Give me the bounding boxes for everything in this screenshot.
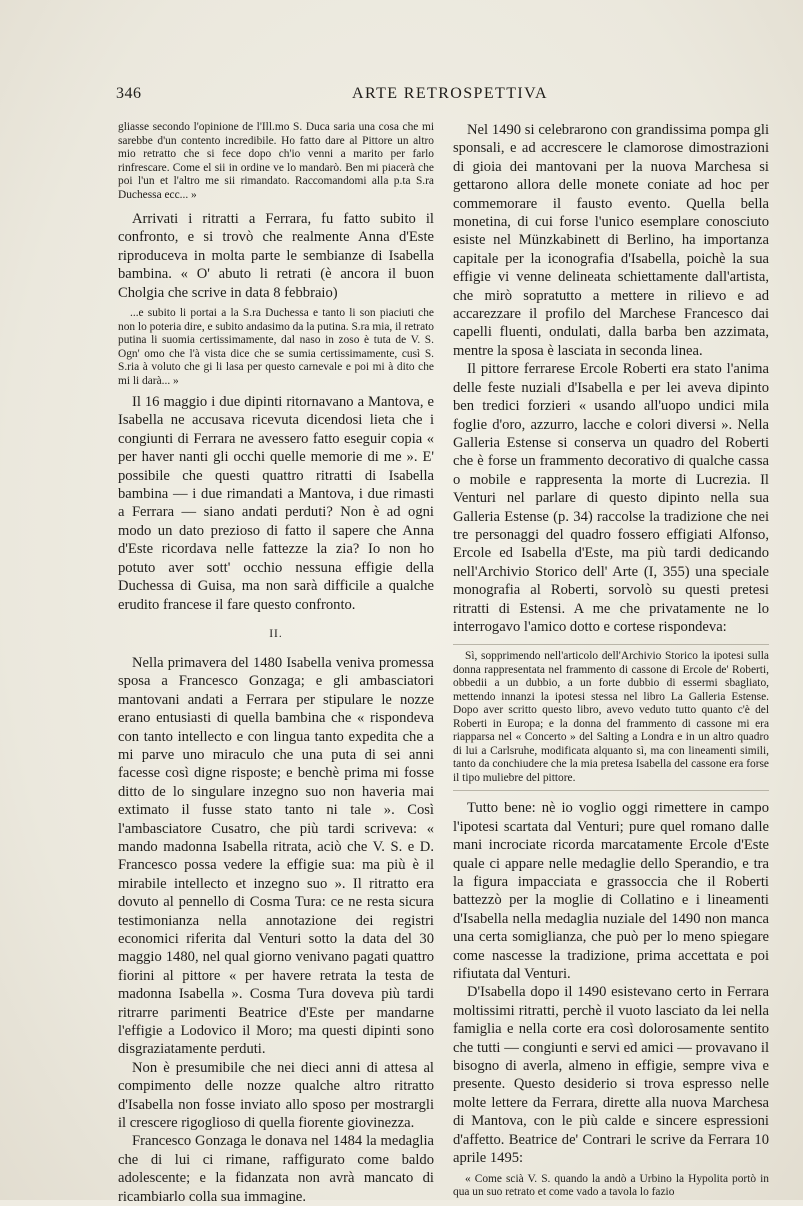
paragraph: Francesco Gonzaga le donava nel 1484 la medaglia che di lui ci rimane, raffigurato come baldo adolescente; e la fidanzata non avrà mancato di ricambiarlo colla sua immagine. (118, 1133, 434, 1205)
page-number: 346 (116, 85, 142, 102)
quote-block: ...e subito li portai a la S.ra Duchessa e tanto li son piaciuti che non lo poteria dire, e subito andasimo da la putina. S.ra mia, il retrato putina li suomia certissimamente, dal naso in zoso è tuta de V. S. Ogn' omo che l'à vista dice che se sumia certissimamente, cusì S. S.ria à voluto che gi li lasa per questo carnevale e poi mi à dito che mi li darà... » (118, 307, 435, 387)
running-title: ARTE RETROSPETTIVA (352, 85, 548, 102)
paragraph: Nella primavera del 1480 Isabella veniva promessa sposa a Francesco Gonzaga; e gli ambasciatori mantovani andati a Ferrara per stipulare le nozze erano entusiasti di quella bambina che « rispondeva con tanto intellecto e con lingua tanto expedita che a mi parve uno miraculo che una puta di sei anni facesse così digne risposte; e benchè prima mi fosse ditto de lo singulare inzegno suo non haveria mai extimato il fusse stato tanto ni tale ». Così l'ambasciatore Cusatro, che più tardi scriveva: « mando madonna Isabella ritrata, aciò che V. S. e D. Francesco possa vedere la effigie sua: ma più è il mirabile intellecto et inzegno suo ». Il ritratto era dovuto al pennello di Cosma Tura: ce ne resta sicura testimonianza nella annotazione dei registri economici riferita dal Venturi sotto la data del 30 maggio 1480, nel qual giorno venivano pagati quattro fiorini al pittore « per havere retrata la testa de madonna Isabella ». Cosma Tura doveva più tardi ritrarre parimenti Beatrice d'Este per mandarne l'effigie a Lodovico il Moro; ma questi dipinti sono disgraziatamente perduti. (118, 654, 434, 1058)
quote-top: gliasse secondo l'opinione de l'Ill.mo S. Duca saria una cosa che mi sarebbe d'un contento incredibile. Ho fatto dare al Pittore un altro mio retratto che si fece dopo ch'io venni a marito per farlo rinfrescare. Come el sii in ordine ve lo mandarò. Ben mi piacerà che poi l'un et l'altro me sii rimandato. Raccomandomi alla p.ta S.ra Duchessa ecc... » (118, 121, 434, 201)
paragraph: Arrivati i ritratti a Ferrara, fu fatto subito il confronto, e si trovò che realmente Anna d'Este riproduceva in molta parte le sembianze di Isabella bambina. « O' abuto li retrati (è ancora il buon Cholgia che scrive in data 8 febbraio) (118, 211, 434, 301)
paragraph: Non è presumibile che nei dieci anni di attesa al compimento delle nozze qualche altro ritratto d'Isabella non fosse inviato allo sposo per mostrargli il crescere rigoglioso di quella fiorente giovinezza. (118, 1059, 434, 1132)
left-column (118, 121, 434, 1206)
paragraph: Il pittore ferrarese Ercole Roberti era stato l'anima delle feste nuziali d'Isabella e per lei aveva dipinto ben tredici forzieri « usando all'uopo undici mila foglie d'oro, azzurro, lacche e colori diversi ». Nella Galleria Estense si conserva un quadro del Roberti che è forse un frammento decorativo di qualche cassa o mobile e rappresenta la morte di Lucrezia. Il Venturi nel parlare di questo dipinto nella sua Galleria Estense (p. 34) raccolse la tradizione che nei tre personaggi del quadro fossero effigiati Alfonso, Ercole ed Isabella d'Este, ma più tardi dedicando nell'Archivio Storico dell' Arte (I, 355) una speciale monografia al Roberti, sorvolò su questi pretesi ritratti di Estensi. A me che privatamente ne lo interrogavo l'amico dotto e cortese rispondeva: (453, 361, 769, 635)
paragraph: Nel 1490 si celebrarono con grandissima pompa gli sponsali, e ad accrescere le clamorose dimostrazioni di gioia dei mantovani per la nuova Marchesa si gettarono allora delle monete coniate ad hoc per commemorare il fausto evento. Quella bella monetina, di cui forse l'unico esemplare conosciuto esiste nel Münzkabinett di Berlino, ha importanza capitale per la iconografia d'Isabella, poichè la sua effigie vi venne delineata schiettamente dall'artista, che mirò sopratutto a mettere in rilievo e ad accarezzare il profilo del Marchese Francesco dai capelli fluenti, ondulati, dalla barba ben azzimata, mentre la sposa è lasciata in seconda linea. (453, 122, 769, 359)
section-number: II. (269, 627, 283, 640)
running-header (116, 85, 694, 107)
paragraph: Il 16 maggio i due dipinti ritornavano a Mantova, e Isabella ne accusava ricevuta dicendosi lieta che i congiunti di Ferrara ne avessero fatto eseguir copia « per haver nanti gli occhi quelle memorie di me ». E' possibile che questi quattro ritratti di Isabella bambina — i due rimandati a Mantova, i due rimasti a Ferrara — siano andati perduti? Non è ad ogni modo un dato prezioso di fatto il sapere che Anna d'Este ricordava nelle fattezze la zia? Io non ho potuto aver sott' occhio nessuna effigie della Duchessa di Guisa, ma non sarà difficile a qualche erudito francese il fare questo confronto. (118, 394, 434, 613)
paragraph: Tutto bene: nè io voglio oggi rimettere in campo l'ipotesi scartata dal Venturi; pure quel romano dalle mani incrociate ricorda marcatamente Ercole d'Este quale ci appare nelle medaglie dello Sperandio, e tra la figura impacciata e grassoccia che il Roberti battezzò per la moglie di Collatino e i lineamenti d'Isabella nella medaglia nuziale del 1490 non manca una certa somiglianza, che può per lo meno spiegare come nascesse la tradizione, prima accettata e poi rifiutata dal Venturi. (453, 800, 769, 983)
quote-block: Sì, sopprimendo nell'articolo dell'Archivio Storico la ipotesi sulla donna rappresentata nel frammento di cassone di Ercole de' Roberti, obbedii a un dubbio, a un forte dubbio di essermi sbagliato, mettendo innanzi la ipotesi stessa nel libro La Galleria Estense. Dopo aver scritto questo libro, avevo veduto tutto quanto c'è del Roberti in Europa; e la donna del frammento di cassone mi era riapparsa nel « Concerto » del Salting a Londra e in un altro quadro di lui a Carlsruhe, modificata alquanto sì, ma con lineamenti simili, tanto da conchiudere che la mia pretesa Isabella del cassone era forse il tipo muliebre del pittore. (453, 650, 769, 784)
paragraph: D'Isabella dopo il 1490 esistevano certo in Ferrara moltissimi ritratti, perchè il vuoto lasciato da lei nella famiglia e nella corte era così dolorosamente sentito che tutti — congiunti e servi ed amici — provavano il bisogno di averla, almeno in effigie, sempre viva e presente. Questo desiderio si trova espresso nelle molte lettere da Ferrara, dirette alla nuova Marchesa di Mantova, con le più calde e sincere espressioni d'affetto. Beatrice de' Contrari le scrive da Ferrara 10 aprile 1495: (453, 984, 769, 1167)
quote-bottom: « Come scià V. S. quando la andò a Urbino la Hypolita portò in qua un suo retrato et come vado a tavola lo fazio (453, 1172, 769, 1198)
right-column (453, 121, 769, 1200)
